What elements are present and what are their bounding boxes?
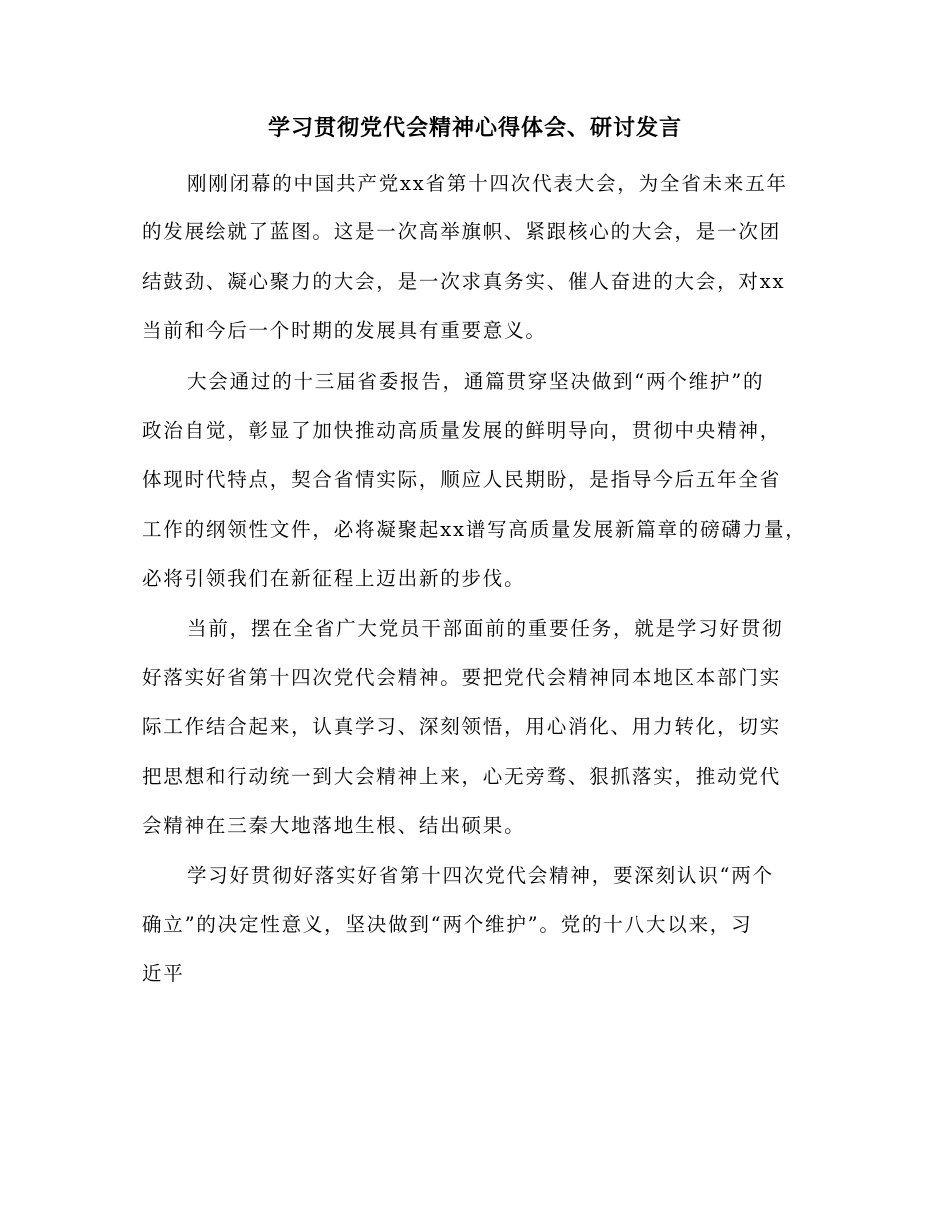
paragraph-1-line-1: 刚刚闭幕的中国共产党xx省第十四次代表大会，为全省未来五年 bbox=[187, 172, 788, 195]
paragraph-4-line-1: 学习好贯彻好落实好省第十四次党代会精神，要深刻认识“两个 bbox=[187, 864, 774, 887]
paragraph-2-line-1: 大会通过的十三届省委报告，通篇贯穿坚决做到“两个维护”的 bbox=[187, 370, 765, 393]
paragraph-3-line-1: 当前，摆在全省广大党员干部面前的重要任务，就是学习好贯彻 bbox=[187, 617, 784, 640]
paragraph-1-line-4: 当前和今后一个时期的发展具有重要意义。 bbox=[142, 319, 547, 342]
paragraph-2-line-5: 必将引领我们在新征程上迈出新的步伐。 bbox=[142, 567, 526, 590]
paragraph-4-line-2: 确立”的决定性意义，坚决做到“两个维护”。党的十八大以来，习 bbox=[142, 913, 753, 936]
paragraph-2-line-2: 政治自觉，彰显了加快推动高质量发展的鲜明导向，贯彻中央精神， bbox=[142, 419, 782, 442]
paragraph-3-line-2: 好落实好省第十四次党代会精神。要把党代会精神同本地区本部门实 bbox=[142, 666, 782, 689]
paragraph-2-line-3: 体现时代特点，契合省情实际，顺应人民期盼，是指导今后五年全省 bbox=[142, 468, 782, 491]
paragraph-2-line-4: 工作的纲领性文件，必将凝聚起xx谱写高质量发展新篇章的磅礴力量， bbox=[142, 518, 807, 541]
paragraph-4-line-3: 近平 bbox=[142, 962, 185, 985]
paragraph-3-line-3: 际工作结合起来，认真学习、深刻领悟，用心消化、用力转化，切实 bbox=[142, 715, 782, 738]
paragraph-3-line-4: 把思想和行动统一到大会精神上来，心无旁骛、狠抓落实，推动党代 bbox=[142, 765, 782, 788]
paragraph-1-line-3: 结鼓劲、凝心聚力的大会，是一次求真务实、催人奋进的大会，对xx bbox=[142, 270, 786, 293]
document-title: 学习贯彻党代会精神心得体会、研讨发言 bbox=[267, 115, 682, 141]
paragraph-1-line-2: 的发展绘就了蓝图。这是一次高举旗帜、紧跟核心的大会，是一次团 bbox=[142, 220, 782, 243]
paragraph-3-line-5: 会精神在三秦大地落地生根、结出硕果。 bbox=[142, 814, 526, 837]
